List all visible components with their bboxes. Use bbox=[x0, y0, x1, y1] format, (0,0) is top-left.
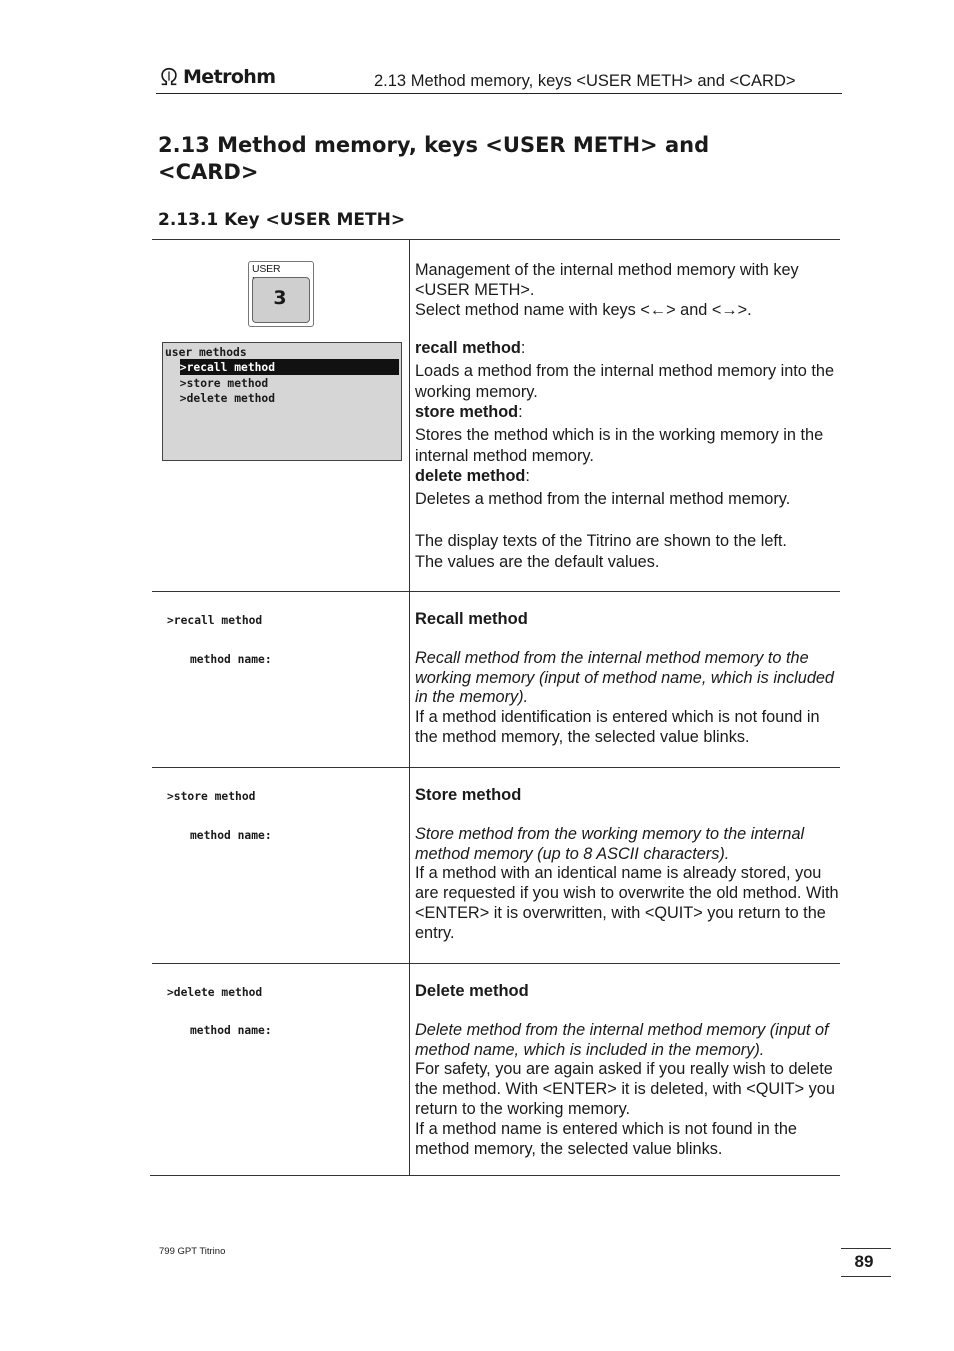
display-snippet: method name: bbox=[190, 829, 272, 842]
table-bottom-rule bbox=[150, 1175, 840, 1176]
note-text: The values are the default values. bbox=[415, 552, 660, 571]
delete-method-description bbox=[415, 982, 840, 1159]
display-line-selected: >recall method bbox=[173, 361, 276, 374]
page-number: 89 bbox=[854, 1252, 874, 1271]
store-method-label: store method bbox=[415, 403, 519, 422]
row-heading: Delete method bbox=[415, 982, 529, 1000]
delete-method-text: Deletes a method from the internal method memory. bbox=[415, 489, 791, 508]
recall-method-description bbox=[415, 610, 840, 748]
logo-text: Metrohm bbox=[183, 66, 276, 88]
recall-method-text: Loads a method from the internal method memory into the working memory. bbox=[415, 362, 835, 402]
section-title: 2.13 Method memory, keys <USER METH> and <CARD> bbox=[158, 133, 710, 184]
row-text: If a method with an identical name is already stored, you are requested if you wish to overwrite the old method. With <ENTER> it is overwritten, with <QUIT> you return to the entry. bbox=[415, 864, 839, 942]
display-snippet: >delete method bbox=[167, 986, 263, 999]
recall-method-label: recall method bbox=[415, 339, 521, 358]
footer-product: 799 GPT Titrino bbox=[159, 1246, 226, 1257]
row-heading: Recall method bbox=[415, 610, 528, 628]
store-method-text: Stores the method which is in the working memory in the internal method memory. bbox=[415, 425, 824, 465]
display-snippet: method name: bbox=[190, 1024, 272, 1037]
header-rule bbox=[156, 93, 842, 94]
row-italic-text: Store method from the working memory to the internal method memory (up to 8 ASCII characters). bbox=[415, 824, 805, 863]
table-row-divider bbox=[152, 591, 840, 592]
table-top-rule bbox=[152, 239, 840, 240]
row-text: If a method name is entered which is not found in the method memory, the selected value blinks. bbox=[415, 1119, 797, 1158]
omega-logo-icon bbox=[158, 66, 180, 88]
store-method-description bbox=[415, 786, 840, 944]
row-italic-text: Delete method from the internal method memory (input of method name, which is included in the memory). bbox=[415, 1020, 829, 1059]
row-text: If a method identification is entered which is not found in the method memory, the selected value blinks. bbox=[415, 708, 820, 746]
subsection-title: 2.13.1 Key <USER METH> bbox=[158, 210, 406, 230]
note-text: The display texts of the Titrino are shown to the left. bbox=[415, 531, 787, 550]
intro-paragraph: Select method name with keys <←> and <→>. bbox=[415, 300, 752, 319]
delete-method-label: delete method bbox=[415, 466, 526, 485]
intro-paragraph: Management of the internal method memory with key <USER METH>. bbox=[415, 261, 799, 299]
display-line: user methods bbox=[165, 346, 247, 359]
display-snippet: method name: bbox=[190, 653, 272, 666]
row-text: For safety, you are again asked if you really wish to delete the method. With <ENTER> it is deleted, with <QUIT> you return to the working memory. bbox=[415, 1060, 835, 1118]
row-heading: Store method bbox=[415, 786, 522, 804]
table-row-divider bbox=[152, 767, 840, 768]
table-column-divider bbox=[409, 239, 410, 1176]
row-italic-text: Recall method from the internal method memory to the working memory (input of method name, which is included in the memory). bbox=[415, 648, 834, 707]
table-row-divider bbox=[152, 963, 840, 964]
display-line: >delete method bbox=[173, 392, 276, 405]
intro-description: Management of the internal method memory with key <USER METH>. Select method name with keys <←> and <→>. recall method: Loads a method from the internal method memory into the working memory. store method: Stores the method which is in the working memory in the internal method memory. delete method: Deletes a method from the internal method memory. The display texts of the Titrino are shown to the left. The values are the default values. bbox=[415, 261, 840, 573]
display-line: >store method bbox=[173, 377, 269, 390]
running-title: 2.13 Method memory, keys <USER METH> and <CARD> bbox=[374, 72, 796, 90]
display-snippet: >store method bbox=[167, 790, 256, 803]
key-label: USER bbox=[252, 263, 281, 275]
display-snippet: >recall method bbox=[167, 614, 263, 627]
key-number: 3 bbox=[273, 287, 287, 309]
metrohm-logo bbox=[158, 66, 275, 88]
